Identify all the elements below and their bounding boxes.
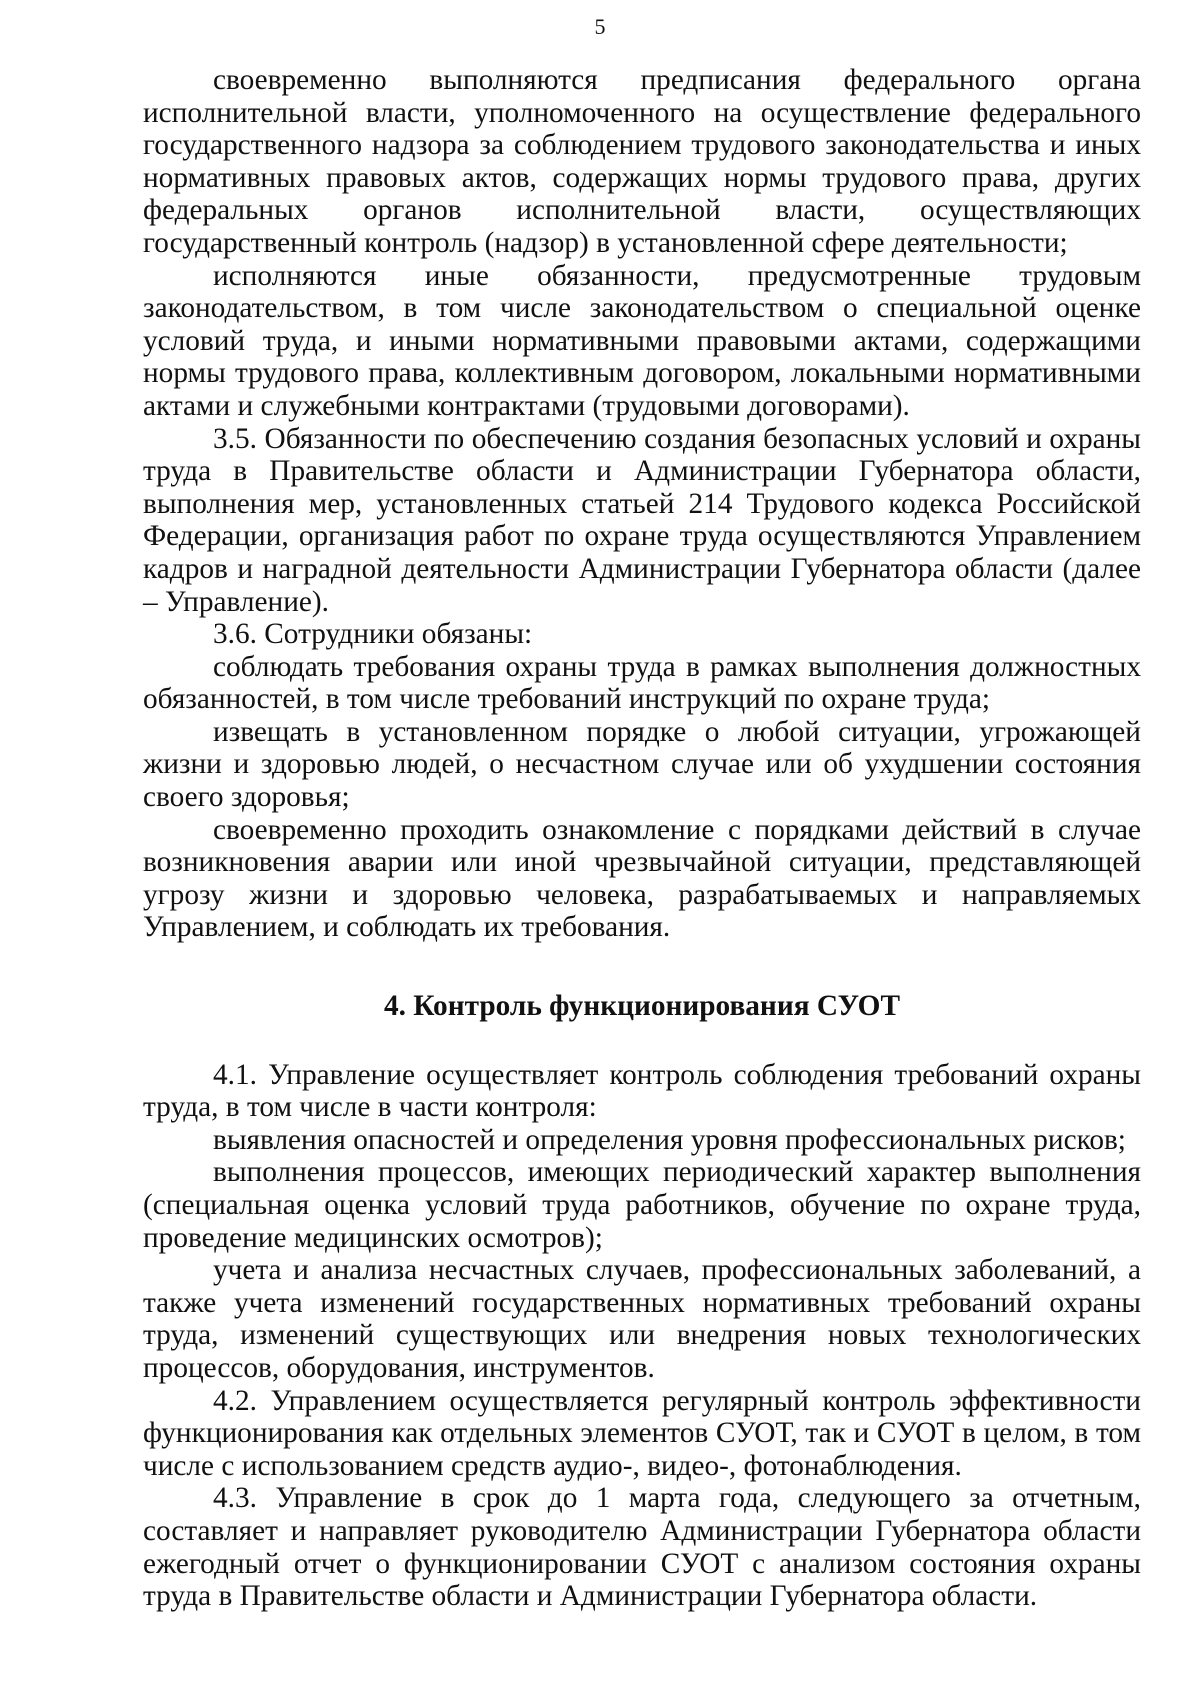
paragraph: соблюдать требования охраны труда в рамках выполнения должностных обязанностей, в том числе требований инструкций по охране труда; [143,650,1141,716]
paragraph: своевременно выполняются предписания федерального органа исполнительной власти, уполномоченного на осуществление федерального государственного надзора за соблюдением трудового законодательства и иных нормативных правовых актов, содержащих нормы трудового права, других федеральных органов исполнительной власти, осуществляющих государственный контроль (надзор) в установленной сфере деятельности; [143,64,1141,259]
paragraph: извещать в установленном порядке о любой ситуации, угрожающей жизни и здоровью людей, о несчастном случае или об ухудшении состояния своего здоровья; [143,715,1141,814]
paragraph-4-3: 4.3. Управление в срок до 1 марта года, следующего за отчетным, составляет и направляет руководителю Администрации Губернатора области ежегодный отчет о функционировании СУОТ с анализом состояния охраны труда в Правительстве области и Администрации Губернатора области. [143,1482,1141,1613]
paragraph: выполнения процессов, имеющих периодический характер выполнения (специальная оценка условий труда работников, обучение по охране труда, проведение медицинских осмотров); [143,1156,1141,1254]
paragraph: выявления опасностей и определения уровня профессиональных рисков; [213,1123,1126,1156]
page-number: 5 [594,14,606,39]
paragraph-3-5: 3.5. Обязанности по обеспечению создания безопасных условий и охраны труда в Правительстве области и Администрации Губернатора области, выполнения мер, установленных статьей 214 Трудового кодекса Российской Федерации, организация работ по охране труда осуществляются Управлением кадров и наградной деятельности Администрации Губернатора области (далее – Управление). [143,422,1141,618]
paragraph: исполняются иные обязанности, предусмотренные трудовым законодательством, в том числе законодательством о специальной оценке условий труда, и иными нормативными правовыми актами, содержащими нормы трудового права, коллективным договором, локальными нормативными актами и служебными контрактами (трудовыми договорами). [143,259,1141,422]
paragraph-3-6: 3.6. Сотрудники обязаны: [213,618,533,651]
paragraph-4-2: 4.2. Управлением осуществляется регулярный контроль эффективности функционирования как отдельных элементов СУОТ, так и СУОТ в целом, в том числе с использованием средств аудио-, видео-, фотонаблюдения. [143,1384,1141,1482]
paragraph: своевременно проходить ознакомление с порядками действий в случае возникновения аварии или иной чрезвычайной ситуации, представляющей угрозу жизни и здоровью человека, разрабатываемых и направляемых Управлением, и соблюдать их требования. [143,813,1141,944]
document-body [143,64,1141,1613]
paragraph: учета и анализа несчастных случаев, профессиональных заболеваний, а также учета изменений государственных нормативных требований охраны труда, изменений существующих или внедрения новых технологических процессов, оборудования, инструментов. [143,1254,1141,1384]
section-heading: 4. Контроль функционирования СУОТ [383,990,901,1023]
paragraph-4-1: 4.1. Управление осуществляет контроль соблюдения требований охраны труда, в том числе в части контроля: [143,1058,1141,1124]
